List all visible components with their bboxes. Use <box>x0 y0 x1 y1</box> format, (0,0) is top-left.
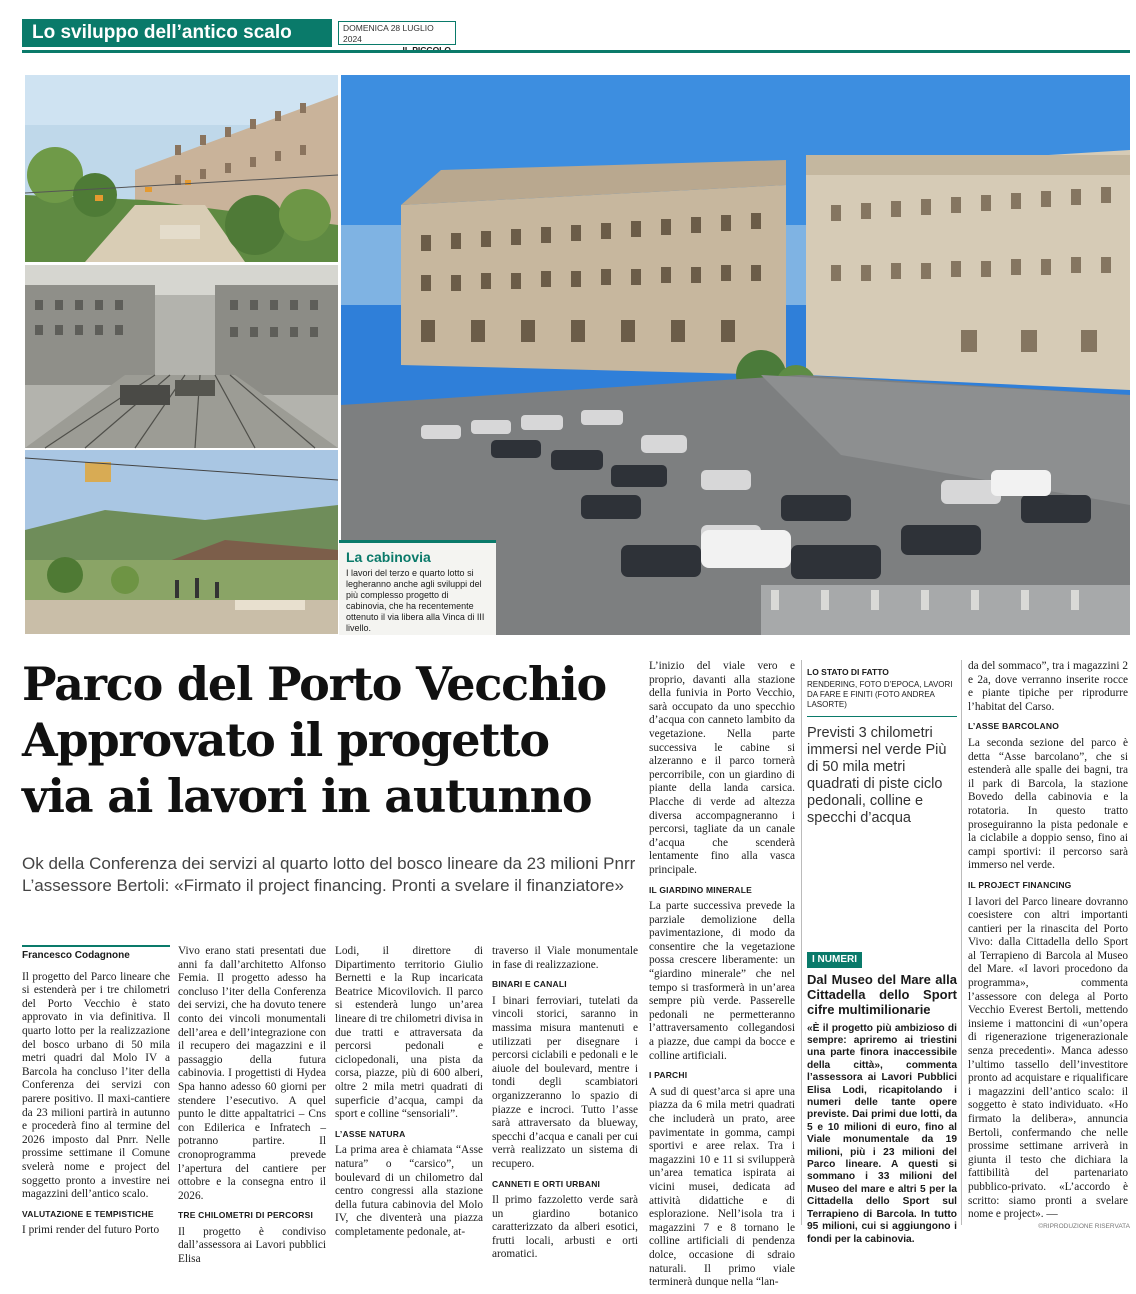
subheadline <box>22 853 642 897</box>
render-cablecar-image <box>25 450 338 634</box>
paragraph: I binari ferroviari, tutelati da vincoli storici, saranno in massima misura mantenuti e utilizzati per disegnare i percorsi ciclabili e pedonali e le aiuole del boulevard, mentre i tondi degli scambiatori organizzeranno lo spazio di piazze e incroci. Tutto l’asse sarà attraversato da blueway, specchi d’acqua e canali per cui verrà realizzato un sistema di recupero. <box>492 994 638 1170</box>
subhead-line-1: Ok della Conferenza dei servizi al quarto lotto del bosco lineare da 23 milioni Pnrr <box>22 854 636 873</box>
subsection-title: L’ASSE NATURA <box>335 1128 406 1139</box>
article-column-2 <box>178 945 326 1271</box>
paragraph: Il progetto del Parco lineare che si estenderà per i tre chilometri del Porto Vecchio è stato approvato in via definitiva. Il quarto lotto per la realizzazione del bosco urbano di 50 mila metri quadri dal Molo IV a Barcola ha concluso l’iter della Conferenza dei servizi con parere positivo. Il maxi-cantiere da 23 milioni partirà in autunno e procederà fino al termine del 2026 imposto dal Pnrr. Nelle prossime settimane il Comune svelerà nome e project del soggetto pronto a investire nei magazzini dell’antico scalo. <box>22 970 170 1201</box>
numbers-title: Dal Museo del Mare alla Cittadella dello Sport cifre multimilionarie <box>807 971 957 1017</box>
subhead-line-2: L’assessore Bertoli: «Firmato il project financing. Pronti a svelare il finanziatore» <box>22 876 624 895</box>
page-header <box>22 19 1130 49</box>
subsection-title: CANNETI E ORTI URBANI <box>492 1178 601 1189</box>
dateline <box>338 21 456 45</box>
paragraph: traverso il Viale monumentale in fase di realizzazione. <box>492 945 638 971</box>
paragraph: Il progetto è condiviso dall’assessora ai Lavori pubblici Elisa <box>178 1225 326 1266</box>
subsection-title: L’ASSE BARCOLANO <box>968 721 1060 732</box>
subsection-title: I PARCHI <box>649 1070 688 1081</box>
article-column-5 <box>649 660 795 1294</box>
headline-line-3: via ai lavori in autunno <box>22 769 592 823</box>
headline <box>22 656 642 824</box>
caption-text: I lavori del terzo e quarto lotto si legheranno anche agli sviluppi del più complesso progetto di cabinovia, che ha recentemente ottenuto il via libera alla Vinca di III livello. <box>346 568 485 633</box>
historical-port-photo <box>25 265 338 448</box>
subsection-title: BINARI E CANALI <box>492 979 567 990</box>
paragraph: L’inizio del viale vero e proprio, davanti alla stazione della funivia in Porto Vecchio, sarà occupato da uno specchio d’acqua con canneto lambito da vegetazione. Nella parte successiva le cabine si alzeranno e il parco tornerà percorribile, con un giardino di piante della landa carsica. Placche di verde ad altezza diversa accompagneranno i percorsi, tagliate da un canale d’acqua che scenderà lentamente fino alla vasca principale. <box>649 660 795 876</box>
subsection-title: VALUTAZIONE E TEMPISTICHE <box>22 1208 154 1219</box>
caption-title: La cabinovia <box>346 549 431 565</box>
headline-line-2: Approvato il progetto <box>22 713 549 767</box>
paragraph: Il primo fazzoletto verde sarà un giardino botanico caratterizzato da alberi esotici, frutti locali, arbusti e orti aromatici. <box>492 1194 638 1261</box>
paragraph: La parte successiva prevede la parziale demolizione della pavimentazione, di modo da consentire che la vegetazione possa crescere liberamente: un “giardino minerale” che nel tempo si trasformerà in un’area sempre più verde. Passerelle pedonali ne permetteranno l’attraversamento collegandosi a piazze, due campi da bocce e colline artificiali. <box>649 900 795 1062</box>
facts-label: LO STATO DI FATTO <box>807 667 889 677</box>
paragraph: La prima area è chiamata “Asse natura” o “carsico”, un boulevard di un chilometro dal centro congressi alla stazione della futura cabinovia del Molo IV, che diventerà una piazza completamente pedonale, at- <box>335 1144 483 1238</box>
numbers-box <box>807 952 957 1246</box>
subsection-title: TRE CHILOMETRI DI PERCORSI <box>178 1210 314 1221</box>
section-title: Lo sviluppo dell’antico scalo <box>22 19 332 47</box>
photo-caption-box <box>339 540 496 635</box>
article-column-3 <box>335 945 483 1243</box>
paragraph: I lavori del Parco lineare dovranno coesistere con altri importanti cantieri per la rinascita del Porto Vivo: dalla Cittadella dello Sport al Terrapieno di Barcola al Museo del Mare. «I lavori procedono da programma», commenta l’assessore con delega al Porto Vecchio Everest Bertoli, mettendo insieme i mattoncini di «un’opera di rigenerazione trigenerazionale senza precedenti». Manca adesso l’ultimo tassello dell’investitore pronto ad acquistare e riqualificare i magazzini dell’antico scalo: il soggetto è stato individuato. «Ho firmato la delibera», annuncia Bertoli, confermando che nelle prossime settimane arriverà in giunta il testo che dichiara la fattibilità del partenariato pubblico-privato. «L’accordo è scritto: siamo pronti a svelare nome e project». — <box>968 895 1128 1221</box>
paragraph: La seconda sezione del parco è detta “Asse barcolano”, che si estenderà alle spalle dei bagni, tra il park di Barcola, la stazione Bovedo della cabinovia e la rotatoria. In questo tratto proseguiranno la pista pedonale e la ciclabile a doppio senso, fino ai campi sportivi: il percorso sarà immerso nel verde. <box>968 736 1128 872</box>
column-divider <box>961 660 962 1225</box>
article-column-4 <box>492 945 638 1266</box>
paragraph: A sud di quest’arca si apre una piazza da 6 mila metri quadrati che includerà un prato, aree pavimentate in gomma, campi sportivi e aree relax. Tra i magazzini 10 e 11 si svilupperà un’area tematica ispirata ai vicini musei, dedicata ad attività didattiche e di esplorazione. Nell’isola tra i magazzini 7 e 8 tornano le colline artificiali di pendenza dolce, occasione di sdraio naturali. Il primo viale terminerà dunque nella “lan- <box>649 1085 795 1289</box>
render-park-image <box>25 75 338 262</box>
photo-credit: RENDERING, FOTO D’EPOCA, LAVORI DA FARE E FINITI (FOTO ANDREA LASORTE) <box>807 679 953 709</box>
headline-line-1: Parco del Porto Vecchio <box>22 657 606 711</box>
subsection-title: IL PROJECT FINANCING <box>968 879 1072 890</box>
header-rule <box>22 50 1130 53</box>
numbers-text: «È il progetto più ambizioso di sempre: apriremo ai triestini una parte finora inaccessibile della città», commenta l’assessora ai Lavori Pubblici Elisa Lodi, ricapitolando i numeri delle tante opere previste. Dai primi due lotti, da 5 e 10 milioni di euro, fino al Viale monumentale da 19 milioni, più i 23 milioni del Parco lineare. A questi si sommano i 33 milioni del Museo del mare e altri 5 per la Cittadella dello Sport sul Terrapieno di Barcola. In tutto 95 milioni, cui si aggiungono i fondi per la cabinovia. <box>807 1022 957 1245</box>
article-column-1 <box>22 945 170 1242</box>
article-column-7 <box>968 660 1128 1226</box>
column-divider <box>801 660 802 1225</box>
paragraph: I primi render del futuro Porto <box>22 1224 160 1237</box>
paragraph: Lodi, il direttore di Dipartimento territorio Giulio Bernetti e la Rup incaricata Beatrice Micovilovich. Il parco si estenderà lungo un’area lineare di tre chilometri divisa in due tratti e attraversata da percorsi pedonali e ciclopedonali, una pista da corsa, piazze, più di 600 alberi, oltre 2 mila metri quadrati di superficie d’acqua, campi da sport e colline “sensoriali”. <box>335 945 483 1121</box>
byline: Francesco Codagnone <box>22 945 170 963</box>
paragraph: Vivo erano stati presentati due anni fa dall’architetto Alfonso Femia. Il progetto adesso ha concluso l’iter della Conferenza dei servizi, che ha dovuto tenere conto dei vincoli monumentali dell’area e dell’integrazione con il recupero dei magazzini e il passaggio della futura cabinovia. I progettisti di Hydea Spa hanno adesso 60 giorni per stendere l’esecutivo. A quel punto le ditte appaltatrici – Cns con Edilerica e Infratech – potranno partire. Il cronoprogramma prevede l’apertura del cantiere per ottobre e la consegna entro il 2026. <box>178 945 326 1202</box>
subsection-title: IL GIARDINO MINERALE <box>649 884 753 895</box>
copyright-notice: ©RIPRODUZIONE RISERVATA <box>1038 1223 1130 1230</box>
facts-text: Previsti 3 chilometri immersi nel verde Più di 50 mila metri quadrati di piste ciclo pedonali, colline e specchi d’acqua <box>807 724 947 826</box>
numbers-tag: I NUMERI <box>807 952 862 968</box>
paragraph: da del sommaco”, tra i magazzini 2 e 2a, dove verranno inserite rocce e piante tipiche per riprodurre l’habitat del Carso. <box>968 660 1128 713</box>
facts-box <box>807 666 957 827</box>
issue-date: DOMENICA 28 LUGLIO 2024 <box>343 23 434 44</box>
